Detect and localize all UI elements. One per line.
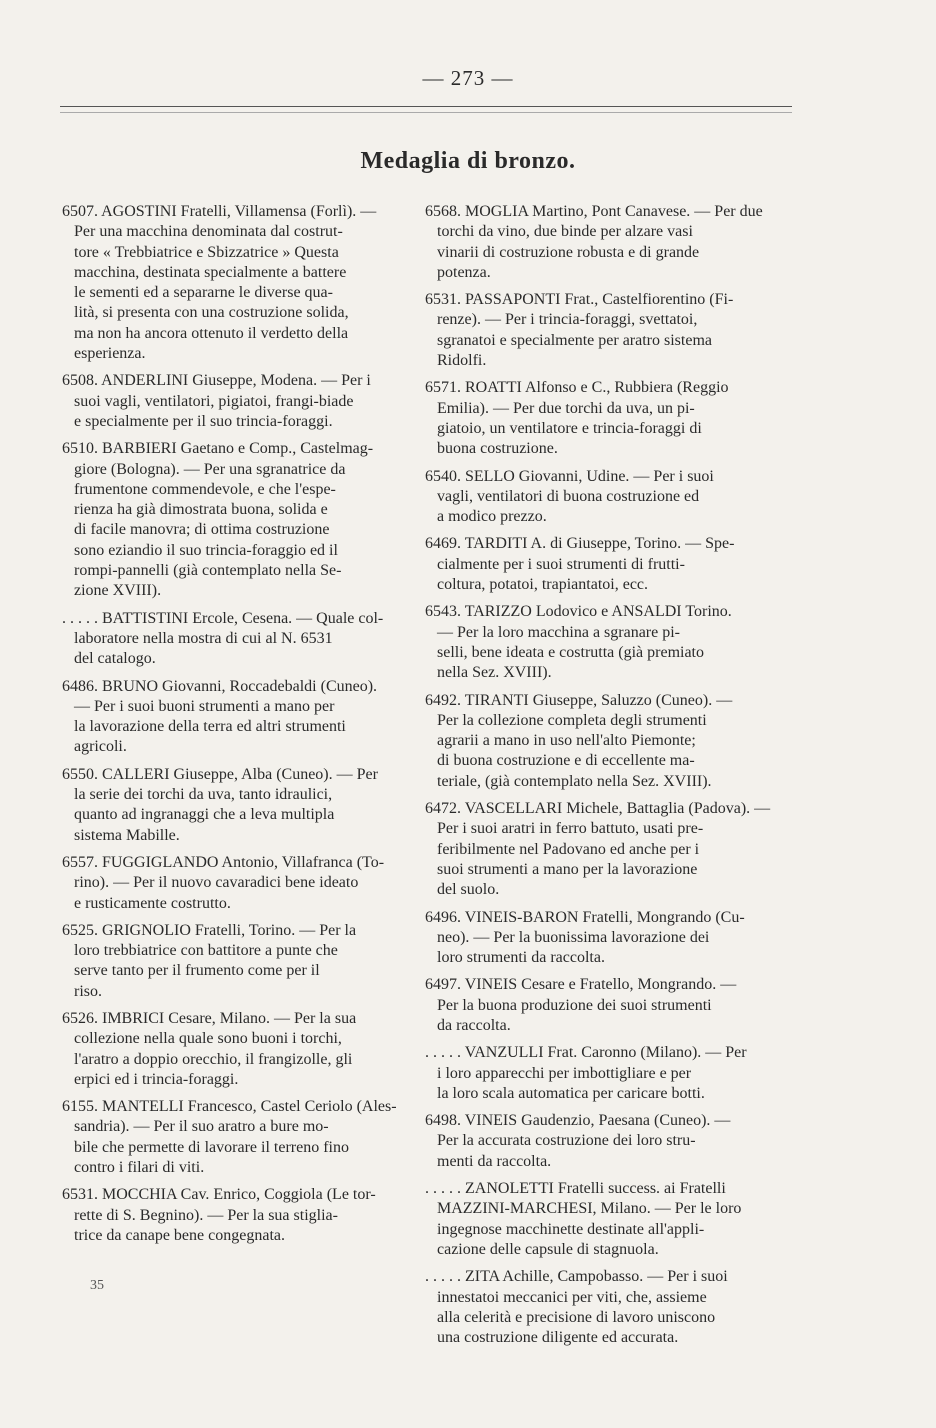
entry-text-line: del suolo. (437, 881, 500, 899)
entry-heading-line: 6543. TARIZZO Lodovico e ANSALDI Torino. (425, 603, 732, 621)
catalog-entry (425, 691, 791, 792)
entry-text-line: trice da canape bene congegnata. (74, 1226, 285, 1244)
entry-text-line: Per la buona produzione dei suoi strumenti (437, 996, 712, 1014)
entry-text-line: quanto ad ingranaggi che a leva multipla (74, 806, 335, 824)
entry-heading-line: 6498. VINEIS Gaudenzio, Paesana (Cuneo). — (425, 1112, 731, 1130)
entry-text-line: sgranatoi e specialmente per aratro sistema (437, 331, 712, 349)
entry-text-line: del catalogo. (74, 650, 156, 668)
entry-text-line: cialmente per i suoi strumenti di frutti- (437, 555, 685, 573)
entry-text-line: di buona costruzione e di eccellente ma- (437, 752, 695, 770)
entry-text-line: Ridolfi. (437, 352, 487, 370)
catalog-entry (62, 439, 404, 601)
catalog-entry (425, 290, 791, 371)
entry-text-line: sono eziandio il suo trincia-foraggio ed il (74, 541, 338, 559)
catalog-entry (425, 378, 791, 459)
entry-text-line: menti da raccolta. (437, 1152, 552, 1170)
entry-text-line: bile che permette di lavorare il terreno fino (74, 1138, 349, 1156)
entry-heading-line: 6571. ROATTI Alfonso e C., Rubbiera (Reggio (425, 379, 729, 397)
entry-text-line: ingegnose macchinette destinate all'appli- (437, 1220, 705, 1238)
signature-mark: 35 (90, 1278, 104, 1293)
catalog-entry (62, 921, 404, 1002)
entry-text-line: suoi strumenti a mano per la lavorazione (437, 860, 698, 878)
entry-heading-line: 6486. BRUNO Giovanni, Roccadebaldi (Cuneo). (62, 677, 378, 695)
entry-text-line: suoi vagli, ventilatori, pigiatoi, frangi-biade (74, 392, 354, 410)
entry-heading-line: 6497. VINEIS Cesare e Fratello, Mongrando. — (425, 976, 737, 994)
entry-text-line: Emilia). — Per due torchi da uva, un pi- (437, 399, 695, 417)
entry-heading-line: 6496. VINEIS-BARON Fratelli, Mongrando (Cu- (425, 908, 745, 926)
left-column (62, 202, 404, 1253)
entry-heading-line: 6155. MANTELLI Francesco, Castel Ceriolo (Ales- (62, 1098, 397, 1116)
entry-heading-line: 6540. SELLO Giovanni, Udine. — Per i suoi (425, 467, 714, 485)
entry-text-line: una costruzione diligente ed accurata. (437, 1329, 679, 1347)
catalog-entry (62, 371, 404, 432)
entry-text-line: Per una macchina denominata dal costrut- (74, 223, 343, 241)
catalog-entry (425, 602, 791, 683)
entry-text-line: riso. (74, 982, 102, 1000)
catalog-entry (425, 1267, 791, 1348)
entry-text-line: le sementi ed a separarne le diverse qua- (74, 284, 333, 302)
entry-text-line: potenza. (437, 263, 491, 281)
entry-text-line: loro strumenti da raccolta. (437, 949, 605, 967)
catalog-entry (425, 534, 791, 595)
entry-heading-line: . . . . . BATTISTINI Ercole, Cesena. — Quale col- (62, 609, 384, 627)
catalog-entry (425, 1111, 791, 1172)
entry-text-line: a modico prezzo. (437, 508, 547, 526)
entry-text-line: Per la collezione completa degli strumenti (437, 711, 707, 729)
entry-text-line: buona costruzione. (437, 440, 558, 458)
entry-text-line: innestatoi meccanici per viti, che, assieme (437, 1288, 707, 1306)
catalog-entry (62, 853, 404, 914)
entry-text-line: feribilmente nel Padovano ed anche per i (437, 840, 700, 858)
entry-text-line: agrarii a mano in uso nell'alto Piemonte; (437, 732, 696, 750)
entry-text-line: coltura, potatoi, trapiantatoi, ecc. (437, 576, 649, 594)
entry-heading-line: 6510. BARBIERI Gaetano e Comp., Castelmag- (62, 440, 374, 458)
page-number: — 273 — (422, 66, 514, 90)
entry-text-line: renze). — Per i trincia-foraggi, svettatoi, (437, 311, 698, 329)
entry-text-line: giore (Bologna). — Per una sgranatrice da (74, 460, 346, 478)
catalog-entry (62, 1185, 404, 1246)
entry-text-line: la lavorazione della terra ed altri strumenti (74, 718, 346, 736)
entry-heading-line: . . . . . ZITA Achille, Campobasso. — Per i suoi (425, 1268, 728, 1286)
header-rule-secondary (60, 112, 792, 113)
entry-text-line: Per la accurata costruzione dei loro stru- (437, 1132, 696, 1150)
catalog-entry (425, 1043, 791, 1104)
entry-text-line: i loro apparecchi per imbottigliare e per (437, 1064, 692, 1082)
entry-heading-line: 6508. ANDERLINI Giuseppe, Modena. — Per i (62, 372, 371, 390)
entry-heading-line: 6531. MOCCHIA Cav. Enrico, Coggiola (Le tor- (62, 1186, 376, 1204)
entry-text-line: nella Sez. XVIII). (437, 664, 552, 682)
entry-text-line: di facile manovra; di ottima costruzione (74, 521, 330, 539)
entry-text-line: sistema Mabille. (74, 826, 180, 844)
entry-text-line: loro trebbiatrice con battitore a punte che (74, 942, 338, 960)
entry-text-line: frumentone commendevole, e che l'espe- (74, 480, 336, 498)
entry-heading-line: 6550. CALLERI Giuseppe, Alba (Cuneo). — Per (62, 765, 378, 783)
entry-heading-line: 6492. TIRANTI Giuseppe, Saluzzo (Cuneo). — (425, 691, 733, 709)
catalog-entry (62, 765, 404, 846)
entry-text-line: vinarii di costruzione robusta e di grande (437, 243, 700, 261)
entry-text-line: torchi da vino, due binde per alzare vasi (437, 223, 693, 241)
entry-text-line: rino). — Per il nuovo cavaradici bene ideato (74, 874, 359, 892)
entry-text-line: — Per la loro macchina a sgranare pi- (437, 623, 681, 641)
entry-text-line: selli, bene ideata e costrutta (già premiato (437, 643, 704, 661)
entry-text-line: e rusticamente costrutto. (74, 894, 231, 912)
catalog-entry (62, 677, 404, 758)
right-column (425, 202, 791, 1355)
entry-text-line: l'aratro a doppio orecchio, il frangizolle, gli (74, 1050, 353, 1068)
section-title: Medaglia di bronzo. (360, 148, 576, 174)
entry-text-line: — Per i suoi buoni strumenti a mano per (74, 697, 335, 715)
entry-text-line: da raccolta. (437, 1016, 511, 1034)
entry-text-line: teriale, (già contemplato nella Sez. XVIII). (437, 772, 712, 790)
entry-text-line: Per i suoi aratri in ferro battuto, usati pre- (437, 820, 704, 838)
entry-text-line: neo). — Per la buonissima lavorazione dei (437, 928, 710, 946)
entry-heading-line: 6526. IMBRICI Cesare, Milano. — Per la sua (62, 1009, 357, 1027)
catalog-entry (425, 975, 791, 1036)
entry-text-line: giatoio, un ventilatore e trincia-foraggi di (437, 419, 702, 437)
entry-text-line: alla celerità e precisione di lavoro uniscono (437, 1308, 716, 1326)
entry-text-line: esperienza. (74, 345, 146, 363)
entry-text-line: vagli, ventilatori di buona costruzione ed (437, 487, 700, 505)
entry-text-line: la serie dei torchi da uva, tanto idraulici, (74, 786, 333, 804)
entry-text-line: rompi-pannelli (già contemplato nella Se- (74, 562, 342, 580)
entry-text-line: laboratore nella mostra di cui al N. 6531 (74, 629, 333, 647)
entry-heading-line: . . . . . VANZULLI Frat. Caronno (Milano). — Per (425, 1044, 747, 1062)
catalog-entry (62, 1009, 404, 1090)
catalog-entry (425, 1179, 791, 1260)
entry-text-line: sandria). — Per il suo aratro a bure mo- (74, 1118, 329, 1136)
catalog-entry (62, 202, 404, 364)
entry-heading-line: 6507. AGOSTINI Fratelli, Villamensa (Forlì). — (62, 203, 377, 220)
entry-text-line: serve tanto per il frumento come per il (74, 962, 320, 980)
entry-text-line: rette di S. Begnino). — Per la sua stiglia- (74, 1206, 338, 1224)
header-rule (60, 106, 792, 107)
entry-text-line: MAZZINI-MARCHESI, Milano. — Per le loro (437, 1200, 742, 1218)
entry-text-line: agricoli. (74, 738, 127, 756)
catalog-entry (425, 202, 791, 283)
entry-heading-line: 6469. TARDITI A. di Giuseppe, Torino. — Spe- (425, 535, 735, 553)
entry-heading-line: . . . . . ZANOLETTI Fratelli success. ai Fratelli (425, 1180, 726, 1198)
entry-heading-line: 6472. VASCELLARI Michele, Battaglia (Padova). — (425, 800, 771, 818)
entry-text-line: erpici ed i trincia-foraggi. (74, 1070, 239, 1088)
entry-heading-line: 6568. MOGLIA Martino, Pont Canavese. — Per due (425, 203, 763, 220)
entry-heading-line: 6531. PASSAPONTI Frat., Castelfiorentino (Fi- (425, 291, 734, 309)
entry-text-line: collezione nella quale sono buoni i torchi, (74, 1030, 342, 1048)
entry-text-line: e specialmente per il suo trincia-foraggi. (74, 412, 333, 430)
entry-text-line: lità, si presenta con una costruzione solida, (74, 304, 349, 322)
entry-text-line: zione XVIII). (74, 582, 162, 600)
catalog-entry (62, 609, 404, 670)
catalog-entry (425, 908, 791, 969)
catalog-entry (425, 799, 791, 900)
catalog-entry (62, 1097, 404, 1178)
entry-heading-line: 6557. FUGGIGLANDO Antonio, Villafranca (To- (62, 853, 385, 871)
entry-text-line: la loro scala automatica per caricare botti. (437, 1084, 705, 1102)
entry-text-line: rienza ha già dimostrata buona, solida e (74, 501, 328, 519)
entry-text-line: ma non ha ancora ottenuto il verdetto della (74, 324, 349, 342)
entry-text-line: cazione delle capsule di stagnuola. (437, 1240, 659, 1258)
entry-heading-line: 6525. GRIGNOLIO Fratelli, Torino. — Per la (62, 921, 357, 939)
catalog-entry (425, 467, 791, 528)
entry-text-line: tore « Trebbiatrice e Sbizzatrice » Questa (74, 243, 339, 261)
entry-text-line: contro i filari di viti. (74, 1159, 205, 1177)
entry-text-line: macchina, destinata specialmente a battere (74, 263, 347, 281)
